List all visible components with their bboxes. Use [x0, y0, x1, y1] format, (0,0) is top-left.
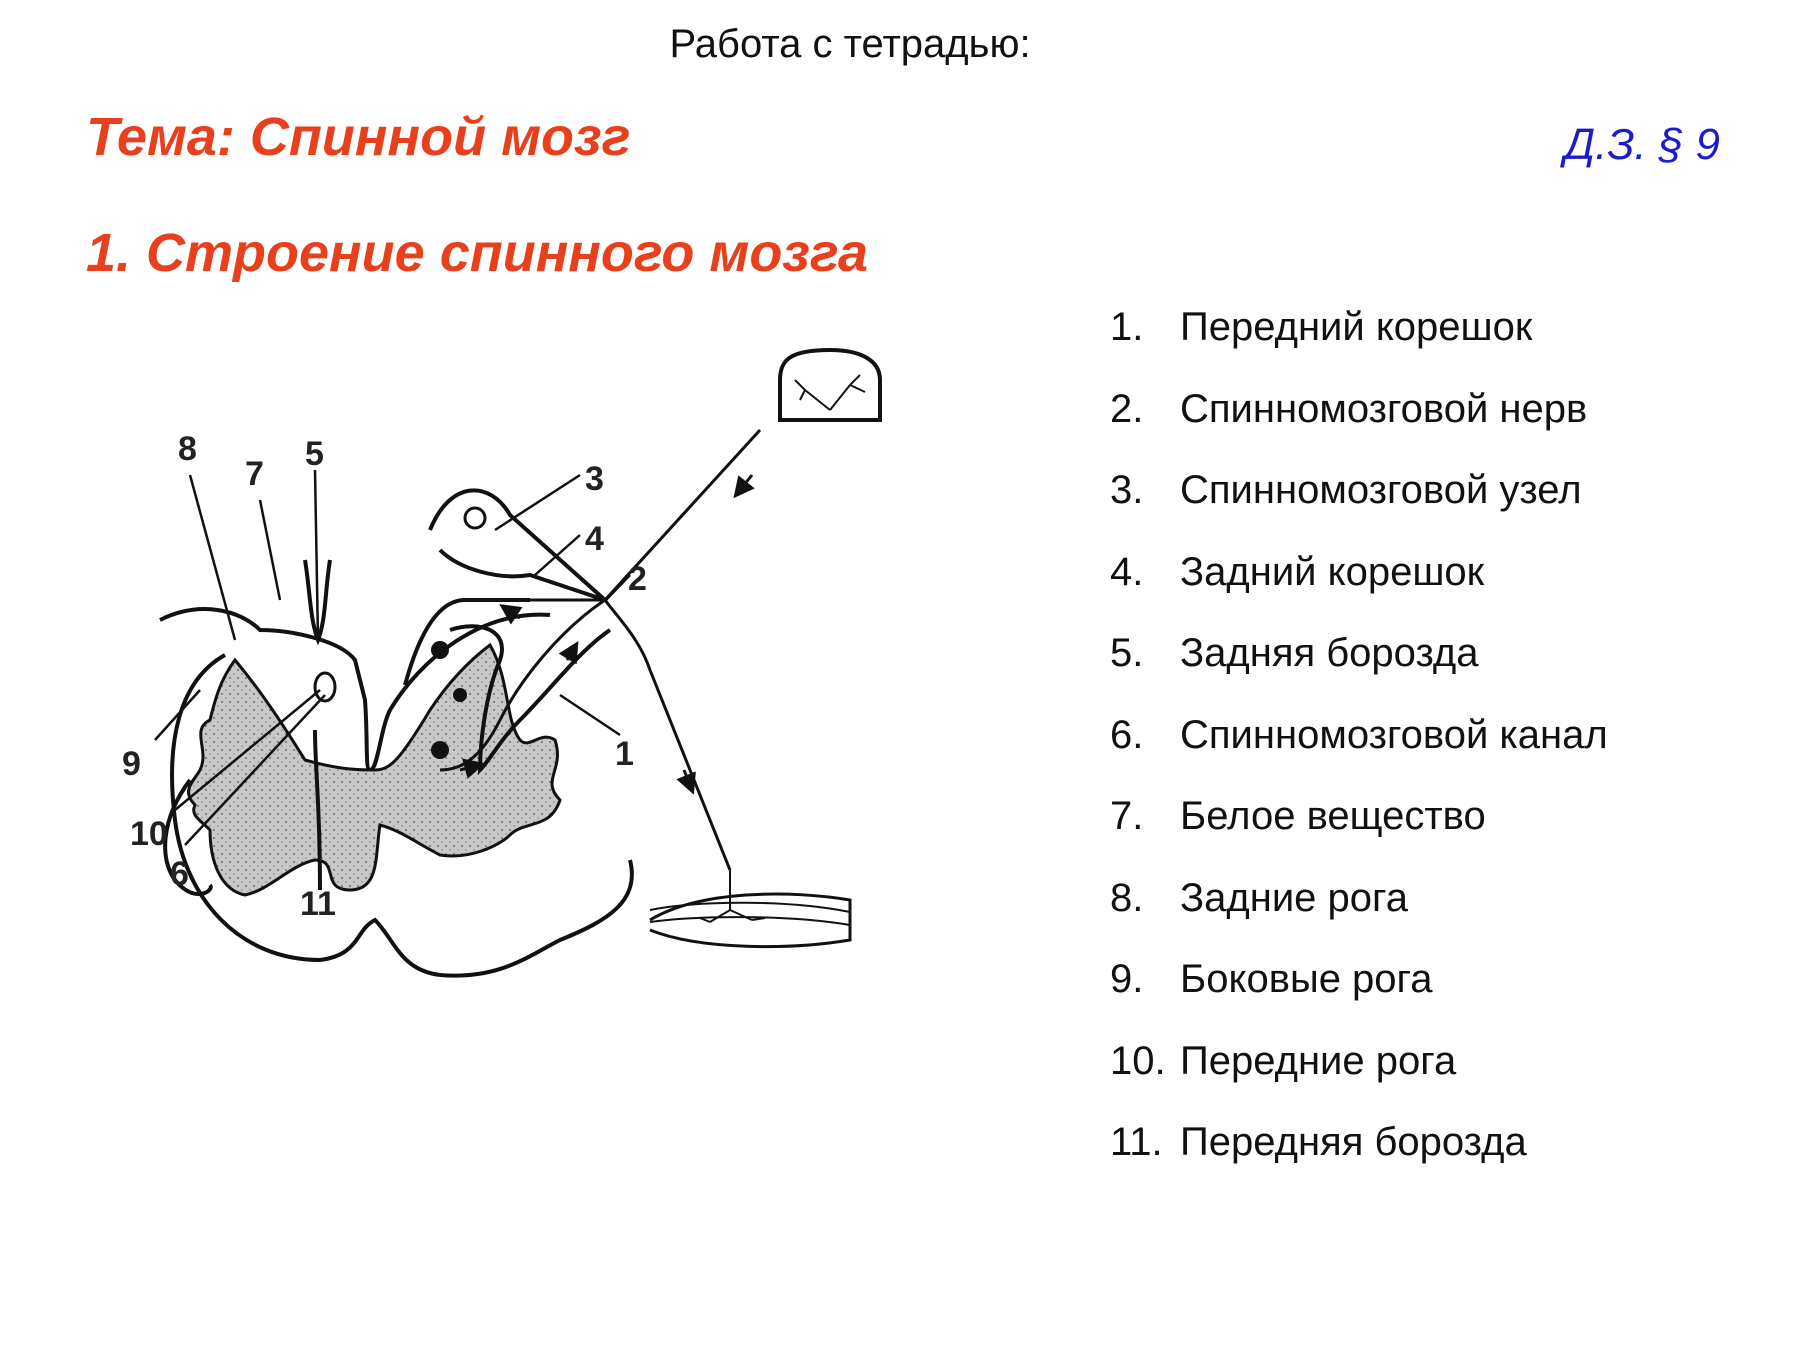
legend-item — [1110, 631, 1608, 713]
legend-item — [1110, 713, 1608, 795]
section-title: 1. Строение спинного мозга — [86, 223, 868, 283]
legend-text: Задние рога — [1180, 875, 1408, 920]
legend-number: 10. — [1110, 1038, 1166, 1083]
label-11: 11 — [300, 885, 336, 923]
legend-item — [1110, 957, 1608, 1039]
muscle — [650, 870, 850, 947]
legend-number: 2. — [1110, 386, 1144, 431]
legend-item — [1110, 550, 1608, 632]
legend-item — [1110, 305, 1608, 387]
legend-list — [1110, 305, 1608, 1202]
header-note: Работа с тетрадью: — [669, 22, 1031, 66]
label-2: 2 — [628, 560, 647, 598]
label-5: 5 — [305, 435, 324, 473]
legend-text: Белое вещество — [1180, 794, 1486, 838]
legend-text: Задняя борозда — [1180, 631, 1479, 675]
legend-text: Спинномозговой канал — [1180, 712, 1608, 757]
label-6: 6 — [170, 855, 189, 893]
homework-note: Д.З. § 9 — [1564, 120, 1720, 169]
legend-text: Спинномозговой узел — [1180, 468, 1582, 512]
legend-text: Боковые рога — [1180, 957, 1433, 1001]
label-9: 9 — [122, 745, 141, 783]
legend-item — [1110, 1120, 1608, 1202]
legend-text: Передняя борозда — [1180, 1120, 1527, 1164]
label-8: 8 — [178, 430, 197, 468]
legend-text: Передние рога — [1180, 1038, 1457, 1083]
legend-number: 11. — [1110, 1120, 1163, 1164]
legend-number: 8. — [1110, 875, 1144, 920]
label-1: 1 — [615, 735, 634, 773]
spinal-ganglion — [430, 490, 605, 600]
label-10: 10 — [130, 815, 168, 853]
legend-number: 5. — [1110, 631, 1144, 675]
legend-number: 9. — [1110, 957, 1144, 1001]
topic-title: Тема: Спинной мозг — [86, 107, 631, 167]
skin-receptor — [780, 350, 880, 420]
label-3: 3 — [585, 460, 604, 498]
legend-number: 3. — [1110, 468, 1144, 512]
legend-text: Спинномозговой нерв — [1180, 386, 1588, 431]
legend-item — [1110, 876, 1608, 958]
legend-number: 7. — [1110, 794, 1144, 838]
legend-item — [1110, 794, 1608, 876]
spinal-cord-diagram — [122, 300, 1040, 1100]
legend-number: 6. — [1110, 712, 1144, 757]
legend-text: Задний корешок — [1180, 549, 1485, 594]
legend-text: Передний корешок — [1180, 305, 1533, 349]
legend-item — [1110, 1039, 1608, 1121]
legend-item — [1110, 468, 1608, 550]
label-4: 4 — [585, 520, 604, 558]
grey-matter — [189, 645, 560, 895]
legend-number: 1. — [1110, 305, 1144, 349]
legend-number: 4. — [1110, 549, 1144, 594]
label-7: 7 — [245, 455, 264, 493]
legend-item — [1110, 387, 1608, 469]
